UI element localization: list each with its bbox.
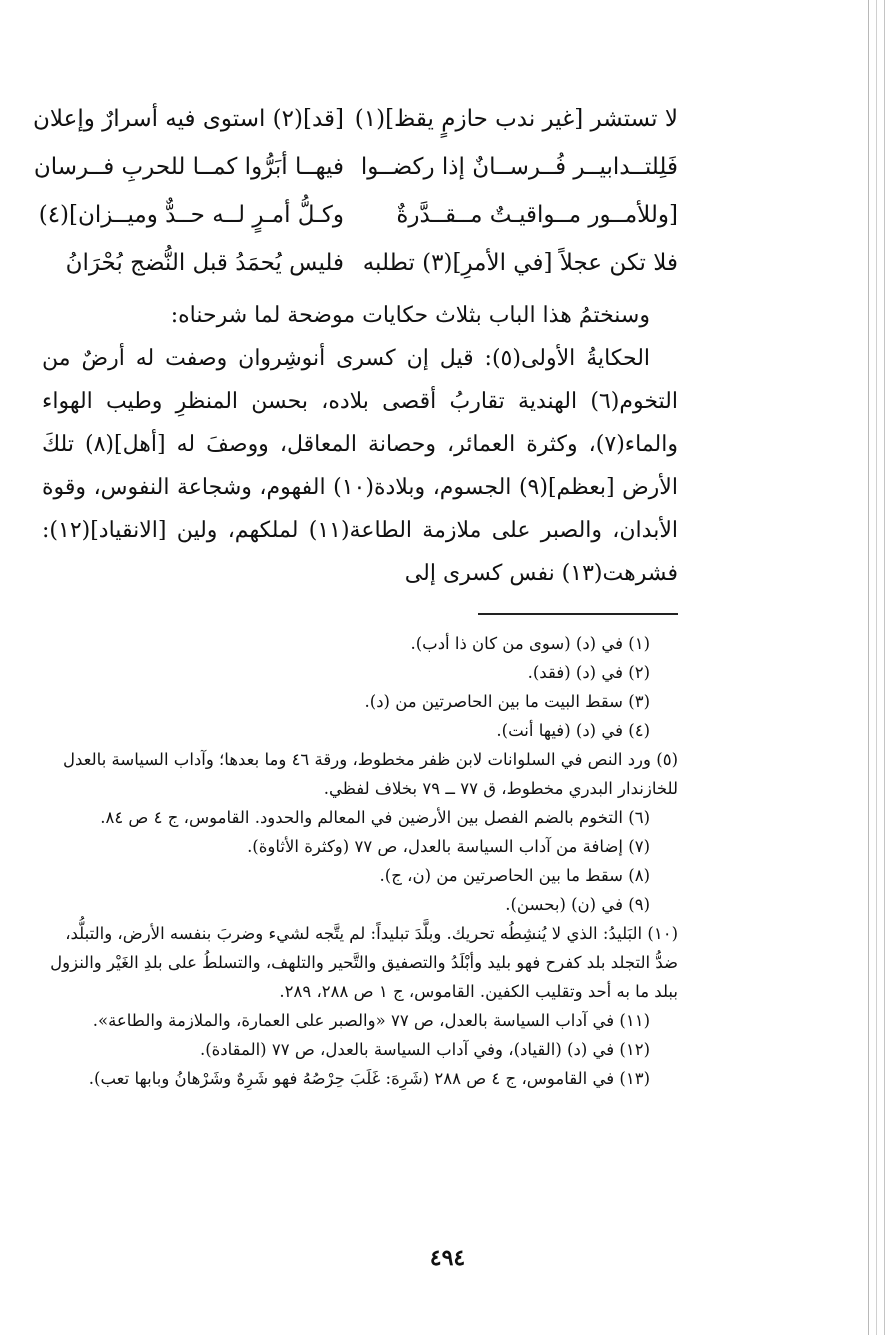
footnote-number: (٤) — [628, 721, 650, 740]
footnote-number: (٥) — [656, 750, 678, 769]
verse-line — [42, 244, 678, 282]
scan-edge-line — [868, 0, 869, 1335]
footnote-number: (١١) — [619, 1011, 650, 1030]
footnote-number: (٧) — [628, 837, 650, 856]
footnote-text: في (د) (فقد). — [527, 663, 623, 682]
story-paragraph: الحكايةُ الأولى(٥): قيل إن كسرى أنوشِروان وصفت له أرضٌ من التخوم(٦) الهندية تقاربُ أقصى بلاده، بحسن المنظرِ وطيب الهواء والماء(٧)، وكثرة العمائر، وحصانة المعاقل، ووصفَ له [أهل](٨) تلكَ الأرض [بعظم](٩) الجسوم، وبلادة(١٠) الفهوم، وشجاعة النفوس، وقوة الأبدان، والصبر على ملازمة الطاعة(١١) لملكهم، ولين [الانقياد](١٢): فشرهت(١٣) نفس كسرى إلى — [42, 346, 678, 586]
scan-edge-line — [884, 0, 885, 1335]
poem-verses — [32, 100, 678, 282]
verse-first-hemistich: لا تستشر [غير ندب حازمٍ يقظ](١) — [354, 106, 678, 132]
footnote-number: (١) — [628, 634, 650, 653]
verse-first-hemistich: فلا تكن عجلاً [في الأمرِ](٣) تطلبه — [362, 250, 678, 276]
footnote-text: في (د) (القياد)، وفي آداب السياسة بالعدل، ص ٧٧ (المقادة). — [199, 1040, 615, 1059]
footnote-text: سقط البيت ما بين الحاصرتين من (د). — [364, 692, 623, 711]
verse-line — [38, 196, 678, 234]
footnote — [42, 861, 678, 890]
footnote — [42, 803, 678, 832]
footnote-number: (١٢) — [619, 1040, 650, 1059]
footnote-text: في (ن) (بحسن). — [505, 895, 623, 914]
footnote-text: سقط ما بين الحاصرتين من (ن، ج). — [379, 866, 623, 885]
footnote-number: (٦) — [628, 808, 650, 827]
footnote — [42, 687, 678, 716]
verse-line — [32, 100, 678, 138]
footnote — [42, 629, 678, 658]
footnote-number: (٢) — [628, 663, 650, 682]
footnote-text: في آداب السياسة بالعدل، ص ٧٧ «والصبر على العمارة، والملازمة والطاعة». — [92, 1011, 615, 1030]
footnote-text: في القاموس، ج ٤ ص ٢٨٨ (شَرِهَ: غَلَبَ حِرْصُهُ فهو شَرِهٌ وشَرْهانُ وبابها تعب). — [88, 1069, 615, 1088]
verse-first-hemistich: [وللأمــور مــواقيـتٌ مــقــدَّرةٌ — [396, 202, 678, 228]
footnote-text: البَليدُ: الذي لا يُنشِطُه تحريك. وبلَّدَ تبليداً: لم يتَّجه لشيء وضربَ بنفسه الأرض، والتبلُّد، ضدُّ التجلد بلد كفرح فهو بليد وأبْلَدُ والتصفيق والتَّحير والتلهف، والتسلطُ على بلدِ الغَيْر والنزول ببلد ما به أحد وتقليب الكفين. القاموس، ج ١ ص ٢٨٨، ٢٨٩. — [50, 924, 678, 1001]
verse-second-hemistich: وكـلُّ أمـرٍ لــه حــدٌّ وميــزان](٤) — [38, 202, 344, 228]
book-page — [32, 100, 678, 1093]
verse-second-hemistich: فليس يُحمَدُ قبل النُّضج بُحْرَانُ — [65, 250, 344, 276]
footnote — [42, 745, 678, 803]
footnote-text: التخوم بالضم الفصل بين الأرضين في المعالم والحدود. القاموس، ج ٤ ص ٨٤. — [100, 808, 623, 827]
footnote-number: (٨) — [628, 866, 650, 885]
footnote-number: (٣) — [628, 692, 650, 711]
verse-first-hemistich: فَلِلتــدابيــر فُــرســانٌ إذا ركضــوا — [360, 154, 678, 180]
footnote — [42, 1006, 678, 1035]
verse-second-hemistich: فيهــا أبَرُّوا كمــا للحربِ فــرسان — [33, 154, 344, 180]
footnote-number: (٩) — [628, 895, 650, 914]
footnote — [42, 890, 678, 919]
footnote — [42, 1064, 678, 1093]
footnote-number: (١٠) — [647, 924, 678, 943]
intro-sentence: وسنختمُ هذا الباب بثلاث حكايات موضحة لما شرحناه: — [170, 303, 650, 328]
footnote — [42, 1035, 678, 1064]
footnote — [42, 716, 678, 745]
main-text — [42, 294, 678, 595]
verse-second-hemistich: [قد](٢) استوى فيه أسرارٌ وإعلان — [32, 106, 344, 132]
footnote — [42, 658, 678, 687]
footnote — [42, 919, 678, 1006]
verse-line — [33, 148, 678, 186]
footnote-text: في (د) (فيها أنت). — [496, 721, 623, 740]
footnote-number: (١٣) — [619, 1069, 650, 1088]
scan-edge-line — [876, 0, 877, 1335]
footnotes — [42, 629, 678, 1093]
page-number: ٤٩٤ — [429, 1245, 466, 1271]
footnote — [42, 832, 678, 861]
footnote-text: إضافة من آداب السياسة بالعدل، ص ٧٧ (وكثرة الأثاوة). — [247, 837, 623, 856]
footnote-separator — [478, 613, 678, 615]
footnote-text: ورد النص في السلوانات لابن ظفر مخطوط، ورقة ٤٦ وما بعدها؛ وآداب السياسة بالعدل للخازندار البدري مخطوط، ق ٧٧ ــ ٧٩ بخلاف لفظي. — [63, 750, 678, 798]
footnote-text: في (د) (سوى من كان ذا أدب). — [410, 634, 623, 653]
